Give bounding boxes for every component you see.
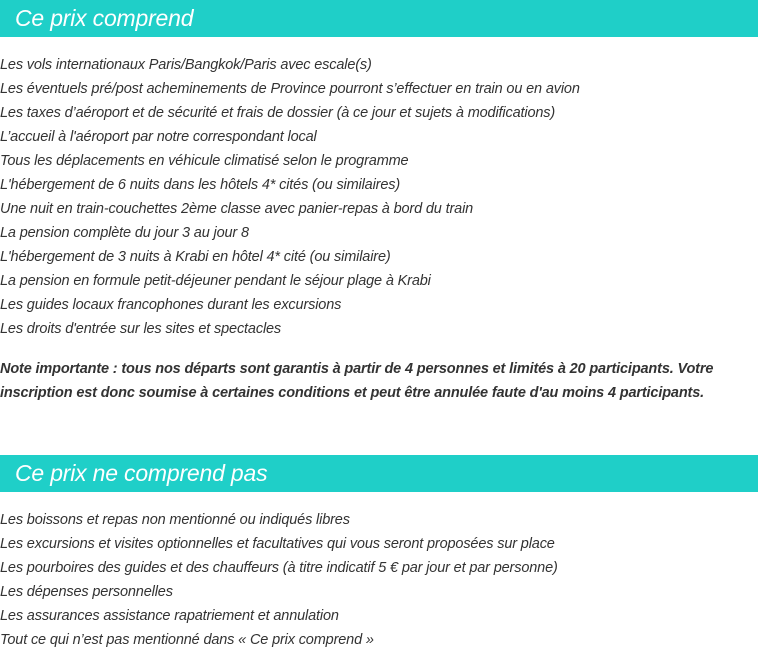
includes-list [0, 53, 758, 341]
list-item: Les taxes d’aéroport et de sécurité et frais de dossier (à ce jour et sujets à modifications) [0, 105, 556, 121]
list-item: Les boissons et repas non mentionné ou indiqués libres [0, 512, 350, 528]
list-item: Les assurances assistance rapatriement et annulation [0, 608, 339, 624]
list-item: La pension en formule petit-déjeuner pendant le séjour plage à Krabi [0, 273, 431, 289]
list-item: Les pourboires des guides et des chauffeurs (à titre indicatif 5 € par jour et par personne) [0, 560, 558, 576]
list-item: Une nuit en train-couchettes 2ème classe avec panier-repas à bord du train [0, 201, 474, 217]
list-item: Tous les déplacements en véhicule climatisé selon le programme [0, 153, 409, 169]
list-item: Les éventuels pré/post acheminements de Province pourront s’effectuer en train ou en avion [0, 81, 580, 97]
list-item: L'hébergement de 3 nuits à Krabi en hôtel 4* cité (ou similaire) [0, 249, 391, 265]
list-item: L'hébergement de 6 nuits dans les hôtels 4* cités (ou similaires) [0, 177, 401, 193]
list-item: Tout ce qui n’est pas mentionné dans « Ce prix comprend » [0, 632, 374, 648]
excludes-list [0, 508, 758, 652]
list-item: Les vols internationaux Paris/Bangkok/Paris avec escale(s) [0, 57, 372, 73]
list-item: La pension complète du jour 3 au jour 8 [0, 225, 249, 241]
list-item: Les droits d'entrée sur les sites et spectacles [0, 321, 282, 337]
section-title-excludes: Ce prix ne comprend pas [0, 455, 758, 492]
list-item: L’accueil à l'aéroport par notre correspondant local [0, 129, 317, 145]
section-title-includes: Ce prix comprend [0, 0, 758, 37]
list-item: Les dépenses personnelles [0, 584, 173, 600]
list-item: Les excursions et visites optionnelles et facultatives qui vous seront proposées sur place [0, 536, 555, 552]
important-note: Note importante : tous nos départs sont garantis à partir de 4 personnes et limités à 20 participants. Votre inscription est donc soumise à certaines conditions et peut être annulée faute d'au moins 4 participants. [0, 361, 714, 401]
list-item: Les guides locaux francophones durant les excursions [0, 297, 342, 313]
